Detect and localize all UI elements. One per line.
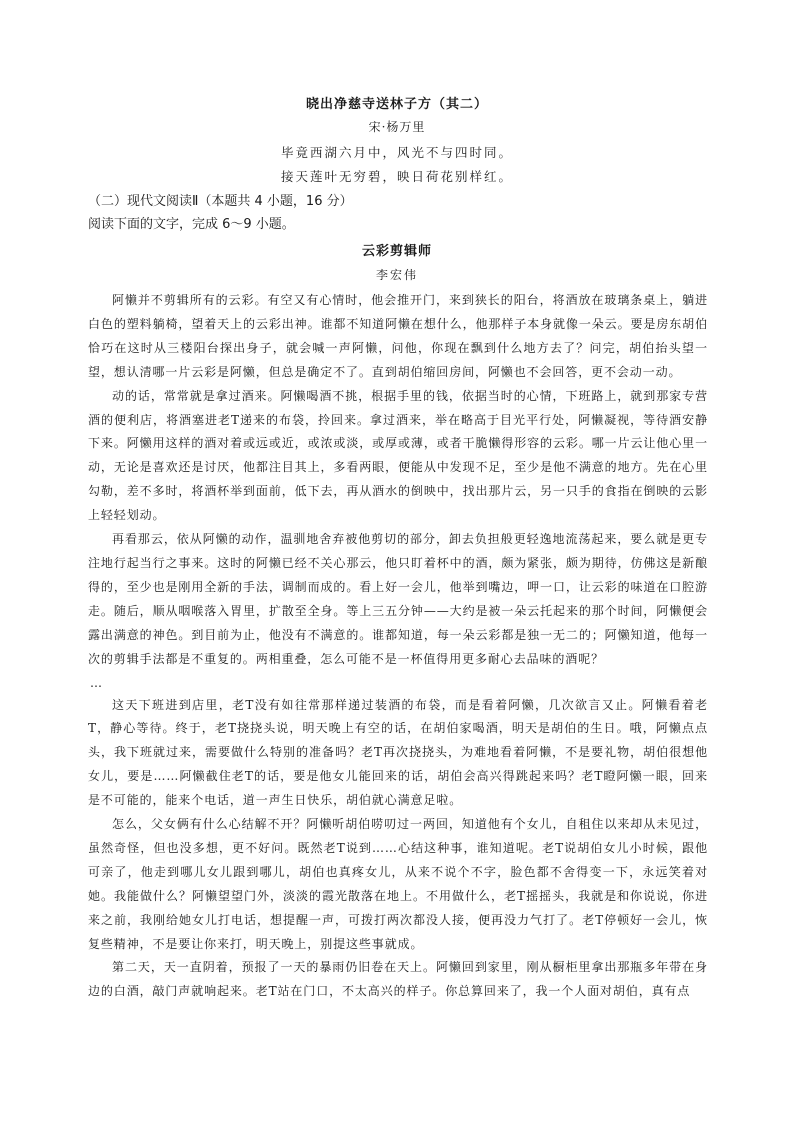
article-paragraph: 这天下班进到店里，老T没有如往常那样递过装酒的布袋，而是看着阿懒，几次欲言又止。阿懒看着老T，静心等待。终于，老T挠挠头说，明天晚上有空的话，在胡伯家喝酒，明天是胡伯的生日。哦，阿懒点点头，我下班就过来，需要做什么特别的准备吗？老T再次挠挠头，为难地看着阿懒，不是要礼物，胡伯很想他女儿，要是……阿懒截住老T的话，要是他女儿能回来的话，胡伯会高兴得跳起来吗？老T瞪阿懒一眼，回来是不可能的，能来个电话，道一声生日快乐，胡伯就心满意足啦。 [88,697,708,808]
article-title: 云彩剪辑师 [361,244,432,259]
article-paragraph: 怎么，父女俩有什么心结解不开？阿懒听胡伯唠叨过一两回，知道他有个女儿，自租住以来却从未见过，虽然奇怪，但也没多想，更不好问。既然老T说到……心结这种事，谁知道呢。老T说胡伯女儿小时候，跟他可亲了，他走到哪儿女儿跟到哪儿，胡伯也真疼女儿，从来不说个不字，脸色都不舍得变一下，永远笑着对她。我能做什么？阿懒望望门外，淡淡的霞光散落在地上。不用做什么，老T摇摇头，我就是和你说说，你进来之前，我刚给她女儿打电话，想提醒一声，可拨打两次都没人接，便再没力气打了。老T停顿好一会儿，恢复些精神，不是要让你来打，明天晚上，别提这些事就成。 [88,817,708,951]
poem-line: 毕竟西湖六月中，风光不与四时同。 [280,145,513,160]
poem-line: 接天莲叶无穷碧，映日荷花别样红。 [280,169,513,184]
section-heading: （二）现代文阅读Ⅱ（本题共 4 小题，16 分） [88,194,353,209]
poem-title: 晓出净慈寺送林子方（其二） [305,97,488,112]
article-body [88,289,708,1004]
poem-author: 宋·杨万里 [368,120,426,134]
article-paragraph: 第二天，天一直阴着，预报了一天的暴雨仍旧卷在天上。阿懒回到家里，刚从橱柜里拿出那瓶多年带在身边的白酒，敲门声就响起来。老T站在门口，不太高兴的样子。你总算回来了，我一个人面对胡伯，真有点 [88,960,708,999]
article-paragraph: 动的话，常常就是拿过酒来。阿懒喝酒不挑，根据手里的钱，依据当时的心情，下班路上，就到那家专营酒的便利店，将酒塞进老T递来的布袋，拎回来。拿过酒来，举在略高于目光平行处，阿懒凝视，等待酒安静下来。阿懒用这样的酒对着或远或近，或浓或淡，或厚或薄，或者干脆懒得形容的云彩。哪一片云让他心里一动，无论是喜欢还是讨厌，他都注目其上，多看两眼，便能从中发现不足，至少是他不满意的地方。先在心里勾勒，差不多时，将酒杯举到面前，低下去，再从酒水的倒映中，找出那片云，另一只手的食指在倒映的云影上轻轻划动。 [88,388,708,523]
omission-mark: … [90,675,103,690]
section-instruction: 阅读下面的文字，完成 6～9 小题。 [88,217,295,232]
article-author: 李宏伟 [375,268,418,282]
article-paragraph: 再看那云，依从阿懒的动作，温驯地舍弃被他剪切的部分，卸去负担般更轻逸地流荡起来，要么就是更专注地行起当行之事来。这时的阿懒已经不关心那云，他只盯着杯中的酒，颇为紧张，颇为期待，仿佛这是新酿得的，至少也是刚用全新的手法，调制而成的。看上好一会儿，他举到嘴边，呷一口，让云彩的味道在口腔游走。随后，顺从咽喉落入胃里，扩散至全身。等上三五分钟——大约是被一朵云托起来的那个时间，阿懒便会露出满意的神色。到目前为止，他没有不满意的。谁都知道，每一朵云彩都是独一无二的；阿懒知道，他每一次的剪辑手法都是不重复的。两相重叠，怎么可能不是一杯值得用更多耐心去品味的酒呢？ [88,532,708,666]
article-paragraph: 阿懒并不剪辑所有的云彩。有空又有心情时，他会推开门，来到狭长的阳台，将酒放在玻璃条桌上，躺进白色的塑料躺椅，望着天上的云彩出神。谁都不知道阿懒在想什么，他那样子本身就像一朵云。要是房东胡伯恰巧在这时从三楼阳台探出身子，就会喊一声阿懒，问他，你现在飘到什么地方去了？问完，胡伯抬头望一望，想认清哪一片云彩是阿懒，但总是确定不了。直到胡伯缩回房间，阿懒也不会回答，更不会动一动。 [88,293,708,379]
